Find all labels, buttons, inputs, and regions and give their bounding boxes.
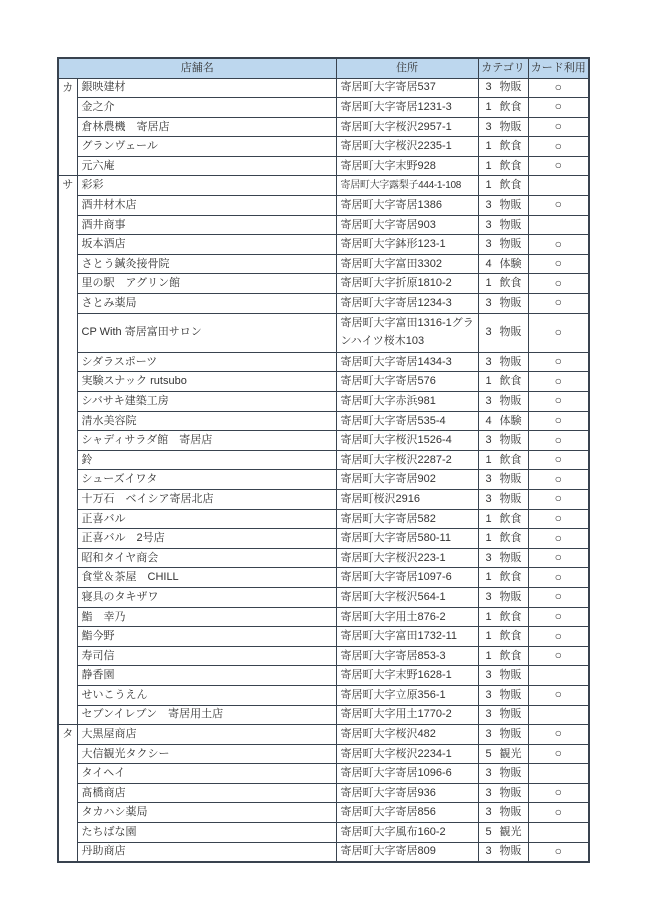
card-accepted-mark: ○ [528,725,589,745]
category-label: 飲食 [499,571,522,584]
card-accepted-mark: ○ [528,450,589,470]
address-cell: 寄居町大字末野928 [336,156,478,176]
table-row [58,254,589,274]
address-cell: 寄居町大字折原1810-2 [336,274,478,294]
card-cell-empty [528,823,589,843]
store-name-cell: 金之介 [77,98,336,118]
store-name-cell: タイヘイ [77,764,336,784]
address-cell: 寄居町大字寄居903 [336,215,478,235]
table-row [58,372,589,392]
address-cell: 寄居町大字桜沢482 [336,725,478,745]
category-label: 飲食 [499,649,522,662]
address-cell: 寄居町大字寄居1386 [336,196,478,216]
address-cell: 寄居町大字寄居856 [336,803,478,823]
table-row [58,568,589,588]
category-cell [478,98,528,118]
address-cell: 寄居町大字寄居1434-3 [336,352,478,372]
category-cell [478,842,528,862]
address-cell: 寄居町大字鉢形123-1 [336,235,478,255]
table-row [58,783,589,803]
store-name-cell: 坂本酒店 [77,235,336,255]
address-cell: 寄居町大字寄居1231-3 [336,98,478,118]
category-label: 物販 [499,238,522,251]
address-cell: 寄居町大字風布160-2 [336,823,478,843]
category-cell [478,470,528,490]
store-name-cell: せいこうえん [77,685,336,705]
table-body [58,78,589,862]
category-label: 物販 [499,326,522,339]
category-number: 3 [485,434,492,447]
category-number: 3 [485,551,492,564]
card-accepted-mark: ○ [528,685,589,705]
category-number: 3 [485,394,492,407]
table-row [58,274,589,294]
card-accepted-mark: ○ [528,78,589,98]
address-cell: 寄居町大字寄居1096-6 [336,764,478,784]
category-label: 飲食 [499,453,522,466]
table-row [58,392,589,412]
header-address: 住所 [336,58,478,78]
category-cell [478,313,528,352]
card-accepted-mark: ○ [528,627,589,647]
store-name-cell: 正喜バル [77,509,336,529]
card-accepted-mark: ○ [528,431,589,451]
category-number: 3 [485,297,492,309]
category-number: 3 [485,708,492,721]
table-row [58,98,589,118]
category-label: 物販 [499,845,522,858]
category-cell [478,215,528,235]
header-category: カテゴリ [478,58,528,78]
category-label: 物販 [499,688,522,701]
table-row [58,823,589,843]
address-cell: 寄居町大字寄居535-4 [336,411,478,431]
category-number: 3 [485,492,492,505]
card-accepted-mark: ○ [528,509,589,529]
address-cell: 寄居町大字富田1732-11 [336,627,478,647]
category-cell [478,627,528,647]
store-name-cell: 酒井材木店 [77,196,336,216]
store-name-cell: グランヴェール [77,137,336,157]
table-row [58,450,589,470]
address-cell: 寄居町大字桜沢2287-2 [336,450,478,470]
table-row [58,666,589,686]
address-cell: 寄居町大字富田3302 [336,254,478,274]
card-cell-empty [528,666,589,686]
card-cell-empty [528,764,589,784]
store-name-cell: 正喜バル 2号店 [77,529,336,549]
address-cell: 寄居町大字露梨子444-1-108 [336,176,478,196]
category-label: 飲食 [499,140,522,153]
store-name-cell: 静香園 [77,666,336,686]
table-row [58,411,589,431]
store-name-cell: シダラスポーツ [77,352,336,372]
category-label: 物販 [499,708,522,721]
category-number: 1 [485,277,492,290]
table-row [58,607,589,627]
category-label: 物販 [499,728,522,741]
card-accepted-mark: ○ [528,254,589,274]
category-label: 体験 [499,414,522,427]
category-cell [478,783,528,803]
category-cell [478,489,528,509]
category-number: 3 [485,326,492,339]
address-cell: 寄居町大字寄居576 [336,372,478,392]
category-label: 物販 [499,120,522,133]
category-label: 飲食 [499,512,522,525]
category-label: 物販 [499,492,522,505]
card-accepted-mark: ○ [528,744,589,764]
table-row [58,215,589,235]
category-cell [478,764,528,784]
address-cell: 寄居町大字桜沢223-1 [336,548,478,568]
card-accepted-mark: ○ [528,470,589,490]
card-accepted-mark: ○ [528,372,589,392]
category-label: 物販 [499,590,522,603]
table-row [58,529,589,549]
category-cell [478,529,528,549]
table-row [58,489,589,509]
category-label: 物販 [499,551,522,564]
category-label: 物販 [499,434,522,447]
address-cell: 寄居町大字寄居537 [336,78,478,98]
header-store-name: 店舗名 [58,58,336,78]
category-number: 3 [485,120,492,133]
category-cell [478,176,528,196]
address-cell: 寄居町大字寄居853-3 [336,646,478,666]
category-label: 飲食 [499,610,522,623]
table-row [58,78,589,98]
address-cell: 寄居町大字赤浜981 [336,392,478,412]
address-cell: 寄居町大字寄居936 [336,783,478,803]
category-label: 物販 [499,218,522,231]
store-name-cell: さとみ薬局 [77,294,336,314]
group-index-1: サ [58,176,77,725]
group-index-2: タ [58,725,77,862]
category-cell [478,725,528,745]
store-name-cell: 髙橋商店 [77,783,336,803]
card-accepted-mark: ○ [528,98,589,118]
table-row [58,431,589,451]
table-row [58,705,589,725]
card-accepted-mark: ○ [528,587,589,607]
category-label: 物販 [499,355,522,368]
card-accepted-mark: ○ [528,196,589,216]
store-name-cell: 寿司信 [77,646,336,666]
store-name-cell: さとう鍼灸接骨院 [77,254,336,274]
card-accepted-mark: ○ [528,411,589,431]
category-number: 3 [485,590,492,603]
address-cell: 寄居町大字桜沢2957-1 [336,117,478,137]
category-number: 3 [485,238,492,251]
category-label: 観光 [499,826,522,839]
table-row [58,117,589,137]
table-row [58,137,589,157]
category-number: 1 [485,453,492,466]
category-cell [478,803,528,823]
store-list-table [57,57,590,863]
category-label: 体験 [499,257,522,270]
store-name-cell: 鮨今野 [77,627,336,647]
category-cell [478,196,528,216]
category-number: 3 [485,786,492,799]
card-accepted-mark: ○ [528,568,589,588]
card-accepted-mark: ○ [528,313,589,352]
category-number: 3 [485,767,492,780]
category-label: 物販 [499,81,522,94]
card-accepted-mark: ○ [528,529,589,549]
category-label: 物販 [499,394,522,407]
address-cell: 寄居町大字桜沢1526-4 [336,431,478,451]
category-label: 飲食 [499,101,522,114]
category-label: 物販 [499,473,522,486]
table-row [58,548,589,568]
category-cell [478,352,528,372]
store-name-cell: 鈴 [77,450,336,470]
category-number: 3 [485,199,492,212]
card-accepted-mark: ○ [528,803,589,823]
store-name-cell: 大信観光タクシー [77,744,336,764]
address-cell: 寄居町大字末野1628-1 [336,666,478,686]
store-name-cell: セブンイレブン 寄居用土店 [77,705,336,725]
category-number: 1 [485,630,492,643]
store-name-cell: たちばな園 [77,823,336,843]
category-number: 1 [485,512,492,525]
store-name-cell: 酒井商事 [77,215,336,235]
category-number: 3 [485,473,492,486]
category-label: 物販 [499,806,522,819]
category-label: 物販 [499,199,522,212]
category-cell [478,274,528,294]
store-name-cell: タカハシ薬局 [77,803,336,823]
store-name-cell: CP With 寄居富田サロン [77,313,336,352]
store-name-cell: 鮨 幸乃 [77,607,336,627]
category-cell [478,548,528,568]
store-name-cell: 丹助商店 [77,842,336,862]
table-row [58,196,589,216]
card-accepted-mark: ○ [528,294,589,314]
table-row [58,509,589,529]
category-label: 物販 [499,669,522,682]
store-name-cell: 倉林農機 寄居店 [77,117,336,137]
address-cell: 寄居町大字寄居580-11 [336,529,478,549]
address-cell: 寄居町大字富田1316-1グランハイツ桜木103 [336,313,478,352]
card-accepted-mark: ○ [528,274,589,294]
table-row [58,842,589,862]
category-cell [478,392,528,412]
store-name-cell: シューズイワタ [77,470,336,490]
category-number: 1 [485,649,492,662]
address-cell: 寄居町大字寄居1097-6 [336,568,478,588]
category-number: 5 [485,826,492,839]
category-number: 3 [485,845,492,858]
category-number: 3 [485,688,492,701]
table-row [58,294,589,314]
category-cell [478,646,528,666]
table-row [58,744,589,764]
category-cell [478,254,528,274]
category-cell [478,705,528,725]
store-name-cell: 里の駅 アグリン館 [77,274,336,294]
category-cell [478,372,528,392]
category-number: 1 [485,571,492,584]
store-name-cell: 大黒屋商店 [77,725,336,745]
card-accepted-mark: ○ [528,352,589,372]
card-cell-empty [528,705,589,725]
table-row [58,313,589,352]
store-name-cell: シャディサラダ館 寄居店 [77,431,336,451]
address-cell: 寄居町大字桜沢564-1 [336,587,478,607]
category-cell [478,744,528,764]
card-cell-empty [528,176,589,196]
category-label: 飲食 [499,375,522,388]
category-number: 4 [485,414,492,427]
category-cell [478,509,528,529]
table-row [58,685,589,705]
category-cell [478,568,528,588]
table-header-row [58,58,589,78]
store-name-cell: 昭和タイヤ商会 [77,548,336,568]
table-row [58,646,589,666]
table-row [58,176,589,196]
category-cell [478,235,528,255]
table-row [58,470,589,490]
card-cell-empty [528,215,589,235]
address-cell: 寄居町大字用土1770-2 [336,705,478,725]
category-label: 物販 [499,767,522,780]
category-cell [478,685,528,705]
table-row [58,587,589,607]
category-number: 1 [485,159,492,172]
table-row [58,156,589,176]
category-cell [478,117,528,137]
category-number: 1 [485,179,492,192]
card-accepted-mark: ○ [528,137,589,157]
store-name-cell: 寝具のタキザワ [77,587,336,607]
category-number: 1 [485,140,492,153]
category-number: 3 [485,728,492,741]
card-accepted-mark: ○ [528,646,589,666]
category-cell [478,450,528,470]
address-cell: 寄居町大字立原356-1 [336,685,478,705]
category-label: 飲食 [499,179,522,192]
card-accepted-mark: ○ [528,842,589,862]
category-number: 3 [485,81,492,94]
store-name-cell: 実験スナック rutsubo [77,372,336,392]
category-number: 1 [485,101,492,114]
category-number: 3 [485,806,492,819]
table-row [58,235,589,255]
category-number: 3 [485,355,492,368]
card-accepted-mark: ○ [528,117,589,137]
category-cell [478,137,528,157]
category-label: 飲食 [499,532,522,545]
address-cell: 寄居町大字用土876-2 [336,607,478,627]
header-card-use: カード利用 [528,58,589,78]
category-label: 飲食 [499,277,522,290]
category-number: 1 [485,375,492,388]
category-cell [478,156,528,176]
table-row [58,725,589,745]
store-name-cell: 銀映建材 [77,78,336,98]
card-accepted-mark: ○ [528,548,589,568]
category-label: 飲食 [499,159,522,172]
category-number: 1 [485,610,492,623]
category-number: 1 [485,532,492,545]
address-cell: 寄居町大字寄居1234-3 [336,294,478,314]
address-cell: 寄居町大字寄居809 [336,842,478,862]
category-label: 物販 [499,786,522,799]
category-cell [478,431,528,451]
table-row [58,627,589,647]
category-number: 4 [485,257,492,270]
category-cell [478,411,528,431]
category-number: 3 [485,669,492,682]
category-cell [478,607,528,627]
card-accepted-mark: ○ [528,489,589,509]
category-label: 飲食 [499,630,522,643]
store-name-cell: 元六庵 [77,156,336,176]
address-cell: 寄居町大字桜沢2234-1 [336,744,478,764]
card-accepted-mark: ○ [528,607,589,627]
group-index-0: カ [58,78,77,176]
category-label: 物販 [499,297,522,309]
category-number: 3 [485,218,492,231]
address-cell: 寄居町桜沢2916 [336,489,478,509]
store-name-cell: 清水美容院 [77,411,336,431]
category-cell [478,666,528,686]
address-cell: 寄居町大字寄居902 [336,470,478,490]
category-cell [478,587,528,607]
card-accepted-mark: ○ [528,156,589,176]
card-accepted-mark: ○ [528,783,589,803]
table-row [58,764,589,784]
table-row [58,803,589,823]
category-cell [478,78,528,98]
address-cell: 寄居町大字桜沢2235-1 [336,137,478,157]
store-name-cell: 彩彩 [77,176,336,196]
category-cell [478,294,528,314]
table-row [58,352,589,372]
category-number: 5 [485,747,492,760]
store-name-cell: 食堂＆茶屋 CHILL [77,568,336,588]
card-accepted-mark: ○ [528,392,589,412]
category-label: 観光 [499,747,522,760]
store-name-cell: シバサキ建築工房 [77,392,336,412]
store-name-cell: 十万石 ベイシア寄居北店 [77,489,336,509]
category-cell [478,823,528,843]
address-cell: 寄居町大字寄居582 [336,509,478,529]
card-accepted-mark: ○ [528,235,589,255]
